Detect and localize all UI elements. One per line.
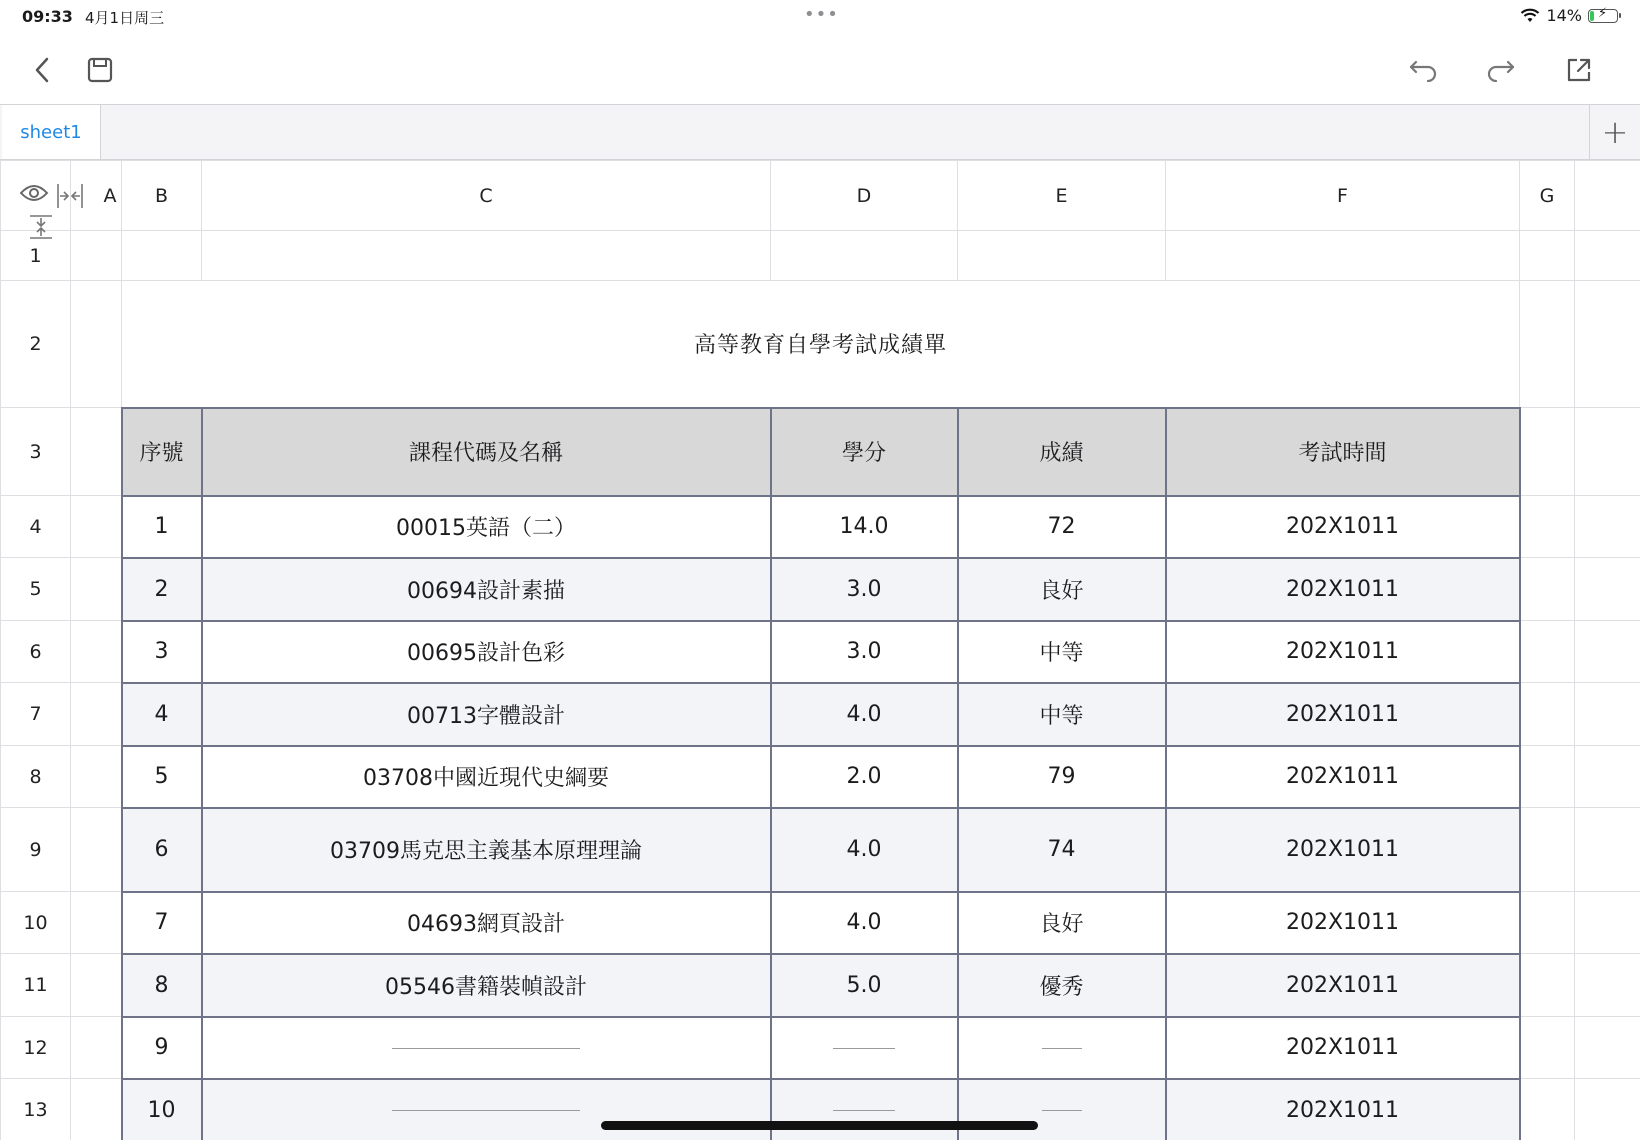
sheet-tabs <box>0 105 1640 160</box>
cell[interactable] <box>1575 408 1640 496</box>
cell[interactable] <box>71 621 122 683</box>
cell-score[interactable]: 良好 <box>958 558 1166 621</box>
cell[interactable] <box>1166 231 1520 281</box>
cell[interactable] <box>1520 621 1575 683</box>
cell-no[interactable]: 1 <box>122 496 202 558</box>
row-header-4[interactable]: 4 <box>1 496 71 558</box>
status-bar <box>0 0 1640 34</box>
eye-icon[interactable] <box>19 183 49 203</box>
cell-credit[interactable]: 4.0 <box>771 683 958 746</box>
cell[interactable] <box>71 408 122 496</box>
header-credit[interactable]: 學分 <box>771 408 958 496</box>
cell-credit[interactable]: 4.0 <box>771 892 958 954</box>
row-header-5[interactable]: 5 <box>1 558 71 621</box>
table-row <box>1 621 1640 683</box>
cell-score[interactable]: 74 <box>958 808 1166 892</box>
cell-course[interactable]: 04693網頁設計 <box>202 892 771 954</box>
col-header-g[interactable]: G <box>1520 161 1575 231</box>
add-sheet-button[interactable]: + <box>1589 105 1640 159</box>
cell[interactable] <box>71 231 122 281</box>
empty-dash <box>392 1110 580 1111</box>
table-row <box>1 746 1640 808</box>
cell-credit[interactable]: 14.0 <box>771 496 958 558</box>
save-button[interactable] <box>78 48 122 92</box>
cell-date[interactable]: 202X1011 <box>1166 808 1520 892</box>
col-header-d[interactable]: D <box>771 161 958 231</box>
cell[interactable] <box>1575 1017 1640 1079</box>
cell[interactable] <box>1520 746 1575 808</box>
cell-date[interactable]: 202X1011 <box>1166 892 1520 954</box>
cell-score[interactable]: 72 <box>958 496 1166 558</box>
cell-course[interactable]: 00015英語（二） <box>202 496 771 558</box>
cell[interactable] <box>1575 496 1640 558</box>
undo-icon <box>1408 58 1438 82</box>
table-row <box>1 892 1640 954</box>
cell[interactable] <box>1520 1079 1575 1140</box>
sheet-title[interactable]: 高等教育自學考試成績單 <box>122 281 1520 408</box>
cell[interactable] <box>71 281 122 408</box>
col-header-c[interactable]: C <box>202 161 771 231</box>
header-course[interactable]: 課程代碼及名稱 <box>202 408 771 496</box>
cell-course[interactable]: 00695設計色彩 <box>202 621 771 683</box>
cell-score[interactable]: 良好 <box>958 892 1166 954</box>
cell-credit[interactable]: 5.0 <box>771 954 958 1017</box>
cell-credit[interactable]: 4.0 <box>771 808 958 892</box>
cell-no[interactable]: 3 <box>122 621 202 683</box>
cell-score[interactable]: 79 <box>958 746 1166 808</box>
cell-date[interactable]: 202X1011 <box>1166 683 1520 746</box>
cell-no[interactable]: 7 <box>122 892 202 954</box>
cell[interactable] <box>71 683 122 746</box>
row-header-13[interactable]: 13 <box>1 1079 71 1140</box>
cell[interactable] <box>1520 496 1575 558</box>
cell-date[interactable]: 202X1011 <box>1166 1017 1520 1079</box>
cell[interactable] <box>771 231 958 281</box>
cell-no[interactable]: 9 <box>122 1017 202 1079</box>
cell-credit[interactable]: 3.0 <box>771 558 958 621</box>
cell-no[interactable]: 5 <box>122 746 202 808</box>
status-right <box>1520 6 1618 25</box>
cell[interactable] <box>71 558 122 621</box>
battery-level <box>1590 11 1594 21</box>
table-row <box>1 808 1640 892</box>
table-row <box>1 954 1640 1017</box>
cell[interactable] <box>1575 683 1640 746</box>
table-row <box>1 1079 1640 1140</box>
cell[interactable] <box>1575 281 1640 408</box>
battery-percent: 14% <box>1546 6 1582 25</box>
undo-button[interactable] <box>1401 48 1445 92</box>
header-no[interactable]: 序號 <box>122 408 202 496</box>
cell-course[interactable]: 03708中國近現代史綱要 <box>202 746 771 808</box>
save-icon <box>87 57 113 83</box>
share-button[interactable] <box>1557 48 1601 92</box>
row-header-1[interactable]: 1 <box>1 231 71 281</box>
cell[interactable] <box>958 231 1166 281</box>
cell[interactable] <box>1575 1079 1640 1140</box>
cell-score[interactable]: 中等 <box>958 621 1166 683</box>
cell[interactable] <box>202 231 771 281</box>
cell[interactable] <box>1520 231 1575 281</box>
cell-course[interactable]: 00694設計素描 <box>202 558 771 621</box>
cell[interactable] <box>71 954 122 1017</box>
row-header-7[interactable]: 7 <box>1 683 71 746</box>
cell-course[interactable]: 00713字體設計 <box>202 683 771 746</box>
table-row <box>1 683 1640 746</box>
col-header-f[interactable]: F <box>1166 161 1520 231</box>
cell[interactable] <box>1520 892 1575 954</box>
cell-score[interactable]: 優秀 <box>958 954 1166 1017</box>
cell-no[interactable]: 10 <box>122 1079 202 1140</box>
cell-date[interactable]: 202X1011 <box>1166 746 1520 808</box>
cell[interactable] <box>1520 281 1575 408</box>
cell[interactable] <box>71 1017 122 1079</box>
cell[interactable] <box>1575 621 1640 683</box>
cell[interactable] <box>1520 954 1575 1017</box>
cell-course[interactable]: 05546書籍裝幀設計 <box>202 954 771 1017</box>
multitasking-dots[interactable]: ••• <box>804 4 839 25</box>
cell-credit[interactable]: 2.0 <box>771 746 958 808</box>
grid-table <box>0 160 1640 1140</box>
cell-credit[interactable]: 3.0 <box>771 621 958 683</box>
row-header-12[interactable]: 12 <box>1 1017 71 1079</box>
cell-date[interactable]: 202X1011 <box>1166 558 1520 621</box>
header-score[interactable]: 成績 <box>958 408 1166 496</box>
cell-course[interactable] <box>202 1017 771 1079</box>
cell[interactable] <box>1575 892 1640 954</box>
battery-icon: ⚡ <box>1588 9 1618 23</box>
row-header-3[interactable]: 3 <box>1 408 71 496</box>
cell-no[interactable]: 6 <box>122 808 202 892</box>
status-date: 4月1日周三 <box>85 9 165 27</box>
cell-no[interactable]: 8 <box>122 954 202 1017</box>
chevron-left-icon <box>32 56 52 84</box>
row-header-11[interactable]: 11 <box>1 954 71 1017</box>
col-header-label-a: A <box>103 184 117 207</box>
toolbar <box>0 34 1640 105</box>
cell[interactable] <box>71 1079 122 1140</box>
row-header-10[interactable]: 10 <box>1 892 71 954</box>
col-header-a[interactable] <box>71 161 122 231</box>
row-header-6[interactable]: 6 <box>1 621 71 683</box>
cell-no[interactable]: 2 <box>122 558 202 621</box>
wifi-icon <box>1520 8 1540 24</box>
cell-date[interactable]: 202X1011 <box>1166 621 1520 683</box>
col-header-extra[interactable] <box>1575 161 1640 231</box>
table-row <box>1 1017 1640 1079</box>
empty-dash <box>392 1048 580 1049</box>
cell[interactable] <box>1520 808 1575 892</box>
cell-score[interactable]: 中等 <box>958 683 1166 746</box>
table-row <box>1 496 1640 558</box>
freeze-columns-icon[interactable] <box>55 181 85 211</box>
col-header-b[interactable]: B <box>122 161 202 231</box>
cell-score[interactable] <box>958 1079 1166 1140</box>
cell[interactable] <box>1520 1017 1575 1079</box>
empty-dash <box>833 1110 895 1111</box>
row-header-8[interactable]: 8 <box>1 746 71 808</box>
empty-dash <box>1042 1048 1082 1049</box>
cell[interactable] <box>71 892 122 954</box>
cell[interactable] <box>1575 558 1640 621</box>
cell-no[interactable]: 4 <box>122 683 202 746</box>
row-header-9[interactable]: 9 <box>1 808 71 892</box>
back-button[interactable] <box>20 48 64 92</box>
cell[interactable] <box>1575 954 1640 1017</box>
cell[interactable] <box>1520 408 1575 496</box>
redo-button[interactable] <box>1479 48 1523 92</box>
cell-date[interactable]: 202X1011 <box>1166 496 1520 558</box>
cell-credit[interactable] <box>771 1017 958 1079</box>
tab-sheet1[interactable]: sheet1 <box>2 105 101 159</box>
table-row <box>1 558 1640 621</box>
share-icon <box>1565 56 1593 84</box>
cell[interactable] <box>1575 746 1640 808</box>
cell[interactable] <box>1575 808 1640 892</box>
cell[interactable] <box>1520 558 1575 621</box>
cell[interactable] <box>122 231 202 281</box>
header-date[interactable]: 考試時間 <box>1166 408 1520 496</box>
row-header-2[interactable]: 2 <box>1 281 71 408</box>
cell-course[interactable]: 03709馬克思主義基本原理理論 <box>202 808 771 892</box>
status-time: 09:33 <box>22 7 73 26</box>
cell-course[interactable] <box>202 1079 771 1140</box>
cell[interactable] <box>1520 683 1575 746</box>
col-header-e[interactable]: E <box>958 161 1166 231</box>
cell[interactable] <box>1575 231 1640 281</box>
redo-icon <box>1486 58 1516 82</box>
cell-date[interactable]: 202X1011 <box>1166 1079 1520 1140</box>
cell[interactable] <box>71 808 122 892</box>
spreadsheet-grid <box>0 160 1640 1140</box>
cell[interactable] <box>71 746 122 808</box>
empty-dash <box>1042 1110 1082 1111</box>
cell[interactable] <box>71 496 122 558</box>
home-indicator[interactable] <box>601 1121 1038 1130</box>
cell-score[interactable] <box>958 1017 1166 1079</box>
empty-dash <box>833 1048 895 1049</box>
cell-date[interactable]: 202X1011 <box>1166 954 1520 1017</box>
cell-credit[interactable] <box>771 1079 958 1140</box>
freeze-rows-icon[interactable] <box>27 213 55 241</box>
